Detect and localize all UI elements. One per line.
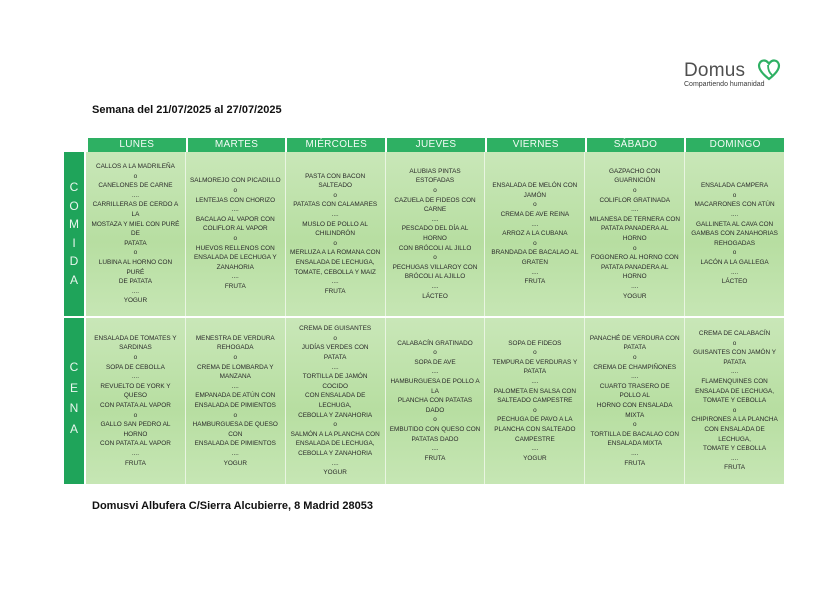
cena-cell: [286, 318, 386, 484]
menu-line: o: [632, 187, 637, 195]
menu-line: o: [632, 354, 637, 362]
menu-line: MOSTAZA Y MIEL CON PURÉ DE: [91, 220, 180, 238]
menu-line: GAMBAS CON ZANAHORIAS: [691, 230, 778, 238]
menu-line: DE PATATA: [118, 278, 152, 286]
menu-line: YOGUR: [623, 292, 647, 300]
menu-line: MUSLO DE POLLO AL: [302, 220, 368, 228]
menu-line: ....: [331, 459, 339, 467]
menu-line: FRUTA: [424, 454, 446, 462]
menu-line: o: [632, 421, 637, 429]
menu-line: o: [632, 244, 637, 252]
menu-line: ....: [231, 382, 239, 390]
menu-line: SOPA DE FIDEOS: [508, 339, 562, 347]
menu-line: ....: [131, 191, 139, 199]
cena-cell: [386, 318, 486, 484]
menu-line: ....: [331, 363, 339, 371]
menu-line: PATATA PANADERA AL HORNO: [600, 263, 669, 281]
menu-line: CON PATATA AL VAPOR: [100, 440, 171, 448]
menu-line: BACALAO AL VAPOR CON: [195, 215, 275, 223]
menu-line: ....: [731, 368, 739, 376]
menu-line: o: [732, 191, 737, 199]
menu-line: CAMPESTRE: [514, 435, 555, 443]
menu-line: o: [133, 249, 138, 257]
menu-line: PATATA: [623, 344, 646, 352]
menu-line: FRUTA: [524, 278, 546, 286]
menu-line: o: [433, 349, 437, 357]
menu-line: HAMBURGUESA DE POLLO A LA: [390, 378, 480, 395]
menu-line: CARRILLERAS DE CERDO A LA: [92, 201, 179, 219]
menu-line: HORNO CON ENSALADA MIXTA: [596, 402, 673, 419]
menu-line: JUDÍAS VERDES CON PATATA: [301, 344, 369, 362]
menu-line: PATATA: [723, 358, 746, 366]
menu-line: o: [433, 187, 437, 195]
comida-cell: [685, 152, 784, 316]
menu-line: TORTILLA DE BACALAO CON: [590, 430, 679, 438]
menu-line: LÁCTEO: [422, 292, 448, 300]
menu-line: CREMA DE CALABACÍN: [698, 330, 771, 338]
menu-line: ....: [631, 206, 639, 214]
menu-line: LÁCTEO: [721, 278, 748, 286]
heart-icon: [756, 56, 782, 82]
side-letter: N: [69, 401, 79, 415]
menu-line: HUEVOS RELLENOS CON: [195, 244, 275, 252]
menu-line: ....: [331, 211, 339, 219]
menu-line: ENSALADA MIXTA: [607, 440, 663, 448]
menu-line: o: [333, 239, 337, 247]
menu-line: TOMATE Y CEBOLLA: [703, 445, 767, 453]
menu-line: LUBINA AL HORNO CON PURÉ: [98, 258, 173, 276]
menu-line: o: [333, 334, 337, 342]
menu-line: o: [333, 421, 337, 429]
menu-line: FRUTA: [624, 459, 646, 467]
menu-line: SARDINAS: [119, 344, 152, 352]
menu-line: FRUTA: [324, 287, 346, 295]
menu-line: ....: [731, 211, 739, 219]
menu-line: LENTEJAS CON CHORIZO: [195, 196, 276, 204]
side-letter: I: [72, 235, 76, 250]
menu-line: ....: [631, 449, 639, 457]
menu-line: REHOGADA: [217, 344, 254, 352]
footer-address: Domusvi Albufera C/Sierra Alcubierre, 8 Madrid 28053: [92, 500, 374, 512]
menu-line: ....: [331, 278, 339, 286]
menu-line: PATATA PANADERA AL HORNO: [600, 225, 669, 242]
menu-line: o: [333, 191, 337, 199]
menu-line: TEMPURA DE VERDURAS Y: [492, 358, 578, 366]
menu-line: ....: [231, 273, 239, 281]
menu-line: PATATA: [523, 368, 547, 376]
menu-line: o: [133, 354, 138, 362]
menu-line: o: [533, 239, 537, 247]
menu-line: ENSALADA DE LECHUGA Y: [193, 254, 277, 262]
side-label-cena: [64, 318, 84, 484]
menu-line: CALABACÍN GRATINADO: [397, 339, 473, 347]
menu-line: ALUBIAS PINTAS ESTOFADAS: [409, 167, 461, 185]
menu-line: JAMÓN: [523, 191, 547, 199]
menu-line: o: [533, 406, 537, 414]
menu-line: ARROZ A LA CUBANA: [502, 230, 568, 238]
menu-line: CEBOLLA Y ZANAHORIA: [298, 449, 373, 457]
menu-line: ....: [231, 206, 239, 214]
menu-line: o: [533, 349, 537, 357]
logo-wordmark: Domus: [684, 60, 746, 81]
logo-tagline: Compartiendo humanidad: [684, 81, 765, 88]
menu-line: ENSALADA DE PIMIENTOS: [194, 402, 276, 409]
menu-line: MANZANA: [219, 373, 251, 381]
cena-cell: [186, 318, 286, 484]
menu-line: FOGONERO AL HORNO CON: [590, 254, 679, 262]
menu-line: SALMOREJO CON PICADILLO: [190, 177, 281, 185]
menu-line: ....: [731, 268, 739, 276]
menu-line: SALMÓN A LA PLANCHA CON: [290, 430, 380, 438]
menu-line: o: [732, 249, 737, 257]
menu-line: FRUTA: [724, 464, 745, 472]
side-letter: O: [69, 198, 79, 213]
menu-line: PLANCHA CON SALTEADO: [494, 425, 576, 433]
menu-line: GALLINETA AL CAVA CON: [695, 220, 774, 228]
menu-line: CHIPIRONES A LA PLANCHA: [691, 416, 778, 424]
day-headers: [88, 138, 784, 152]
menu-line: ....: [431, 445, 439, 453]
side-letter: E: [69, 380, 78, 395]
menu-line: o: [133, 172, 138, 180]
menu-line: CARNE: [423, 206, 447, 214]
menu-line: o: [732, 406, 737, 414]
menu-line: BRANDADA DE BACALAO AL: [491, 249, 579, 257]
menu-line: ....: [131, 373, 139, 381]
menu-line: CANELONES DE CARNE: [98, 182, 173, 190]
menu-line: o: [133, 411, 138, 419]
menu-line: REVUELTO DE YORK Y QUESO: [100, 382, 171, 400]
menu-line: ....: [631, 282, 639, 290]
menu-line: BRÓCOLI AL AJILLO: [404, 273, 466, 281]
comida-cell: [286, 152, 386, 316]
menu-line: COLIFLOR AL VAPOR: [202, 225, 268, 233]
cena-cell: [485, 318, 585, 484]
menu-line: GAZPACHO CON GUARNICIÓN: [609, 167, 661, 185]
menu-line: ....: [531, 220, 539, 228]
menu-line: ZANAHORIA: [216, 263, 254, 271]
menu-line: SALTEADO CAMPESTRE: [497, 397, 573, 405]
menu-line: GALLO SAN PEDRO AL HORNO: [100, 421, 171, 438]
side-letter: C: [69, 180, 79, 194]
menu-line: YOGUR: [323, 469, 347, 477]
menu-line: PECHUGA DE PAVO A LA: [497, 416, 573, 424]
menu-line: ....: [131, 287, 139, 295]
menu-line: PANACHÉ DE VERDURA CON: [589, 334, 680, 342]
cena-cell: [685, 318, 784, 484]
menu-line: YOGUR: [523, 454, 547, 462]
menu-line: MENESTRA DE VERDURA: [195, 334, 275, 342]
menu-line: ....: [431, 282, 439, 290]
menu-line: ....: [531, 445, 539, 453]
cena-row: [86, 318, 784, 484]
cena-cell: [585, 318, 685, 484]
menu-line: ENSALADA DE MELÓN CON: [492, 182, 578, 190]
menu-line: ....: [431, 368, 439, 376]
comida-cell: [386, 152, 486, 316]
day-header: JUEVES: [387, 138, 485, 152]
menu-line: ....: [231, 449, 239, 457]
menu-line: LACÓN A LA GALLEGA: [700, 258, 769, 266]
menu-line: ENSALADA DE PIMIENTOS: [194, 440, 276, 448]
menu-line: YOGUR: [223, 459, 247, 467]
menu-line: TOMATE, CEBOLLA Y MAIZ: [294, 268, 376, 276]
menu-line: CREMA DE GUISANTES: [299, 325, 372, 333]
menu-line: CREMA DE AVE REINA: [500, 211, 570, 219]
menu-line: ENSALADA CAMPERA: [701, 182, 769, 190]
menu-line: CALLOS A LA MADRILEÑA: [96, 163, 175, 171]
menu-line: TORTILLA DE JAMÓN COCIDO: [302, 373, 368, 390]
menu-line: MACARRONES CON ATÚN: [694, 201, 775, 209]
menu-line: SOPA DE CEBOLLA: [106, 363, 165, 371]
menu-grid: [86, 152, 784, 484]
menu-line: PASTA CON BACON SALTEADO: [305, 172, 366, 190]
cena-cell: [86, 318, 186, 484]
comida-cell: [585, 152, 685, 316]
menu-line: o: [533, 201, 537, 209]
menu-line: ENSALADA DE LECHUGA,: [295, 440, 375, 448]
menu-line: GUISANTES CON JAMÓN Y: [693, 349, 777, 357]
menu-line: MILANESA DE TERNERA CON: [589, 215, 680, 223]
menu-line: o: [732, 339, 737, 347]
menu-line: o: [433, 416, 437, 424]
menu-line: ENSALADA DE LECHUGA,: [695, 387, 774, 395]
menu-line: ....: [731, 454, 739, 462]
menu-line: ....: [131, 449, 139, 457]
menu-line: SOPA DE AVE: [414, 358, 456, 366]
menu-line: CAZUELA DE FIDEOS CON: [394, 196, 476, 204]
menu-line: COLIFLOR GRATINADA: [599, 196, 670, 204]
day-header: SÁBADO: [587, 138, 685, 152]
menu-line: CON PATATA AL VAPOR: [100, 402, 171, 409]
week-title: Semana del 21/07/2025 al 27/07/2025: [92, 104, 282, 116]
menu-line: ....: [531, 378, 539, 386]
menu-line: HAMBURGUESA DE QUESO CON: [192, 421, 278, 438]
day-header: MARTES: [188, 138, 286, 152]
day-header: VIERNES: [487, 138, 585, 152]
menu-line: PESCADO DEL DÍA AL HORNO: [401, 225, 469, 242]
menu-line: PATATAS CON CALAMARES: [293, 201, 378, 209]
menu-line: CON ENSALADA DE LECHUGA,: [304, 392, 366, 409]
day-header: LUNES: [88, 138, 186, 152]
menu-line: ....: [431, 215, 439, 223]
menu-line: ....: [631, 373, 639, 381]
menu-line: ENSALADA DE TOMATES Y: [94, 334, 177, 342]
menu-line: CEBOLLA Y ZANAHORIA: [298, 411, 373, 419]
menu-line: FLAMENQUINES CON: [701, 378, 768, 386]
menu-line: CUARTO TRASERO DE POLLO AL: [599, 382, 670, 400]
menu-line: MERLUZA A LA ROMANA CON: [290, 249, 381, 257]
menu-line: ....: [531, 268, 539, 276]
comida-cell: [485, 152, 585, 316]
menu-line: PALOMETA EN SALSA CON: [493, 387, 576, 395]
menu-line: PATATA: [124, 239, 147, 247]
menu-line: EMPANADA DE ATÚN CON: [195, 392, 276, 400]
day-header: DOMINGO: [686, 138, 784, 152]
menu-line: o: [233, 354, 238, 362]
menu-line: CON BRÓCOLI AL JILLO: [398, 244, 472, 252]
menu-line: REHOGADAS: [714, 239, 755, 247]
comida-cell: [86, 152, 186, 316]
side-letter: C: [69, 360, 79, 374]
weekly-menu-table: [64, 138, 784, 484]
menu-line: FRUTA: [224, 282, 246, 290]
side-label-comida: [64, 152, 84, 316]
comida-row: [86, 152, 784, 316]
domusvi-logo: [684, 56, 794, 92]
menu-line: CHILINDRÓN: [315, 230, 356, 238]
menu-line: CON ENSALADA DE LECHUGA,: [704, 425, 765, 443]
menu-line: ENSALADA DE LECHUGA,: [295, 258, 375, 266]
menu-line: PATATAS DADO: [411, 435, 459, 443]
menu-line: GRATEN: [521, 258, 548, 266]
side-letter: D: [69, 254, 79, 268]
menu-line: CREMA DE CHAMPIÑONES: [593, 363, 677, 371]
menu-line: o: [233, 187, 238, 195]
menu-line: o: [433, 254, 437, 262]
side-letter: M: [69, 217, 79, 231]
menu-line: PECHUGAS VILLAROY CON: [392, 263, 478, 271]
menu-line: TOMATE Y CEBOLLA: [703, 397, 767, 405]
menu-line: EMBUTIDO CON QUESO CON: [389, 425, 481, 433]
menu-line: YOGUR: [123, 297, 148, 305]
side-letter: A: [69, 272, 78, 287]
menu-line: o: [233, 235, 238, 242]
menu-line: PLANCHA CON PATATAS DADO: [397, 397, 473, 414]
side-letter: A: [69, 421, 78, 436]
menu-line: o: [233, 411, 238, 419]
comida-cell: [186, 152, 286, 316]
menu-line: CREMA DE LOMBARDA Y: [196, 363, 274, 371]
menu-line: FRUTA: [125, 459, 146, 467]
day-header: MIÉRCOLES: [287, 138, 385, 152]
